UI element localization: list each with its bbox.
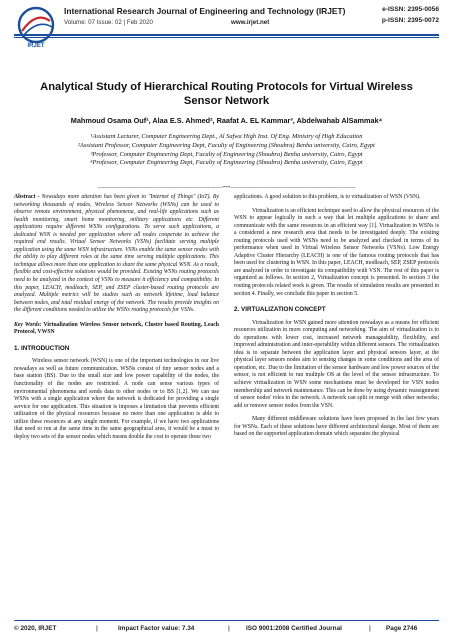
section-1-heading: 1. INTRODUCTION [14,344,70,352]
right-paragraph-1: applications. A good solution to this problem, is to virtualization of WSN (VSN). [234,194,421,200]
footer-impact-factor: Impact Factor value: 7.34 [118,625,195,632]
paper-title: Analytical Study of Hierarchical Routing Protocols for Virtual Wireless Sensor Network [40,81,413,107]
header-rule [14,34,439,36]
section-2-paragraph-1: Virtualization for WSN gained more attention nowadays as a means for efficient resources utilization in more computing and networking. The aim of virtualization is to do operations with lower cost, increased network manageability, flexibility, and improved administration and inter-operability within different sensors. The virtualization idea is to separate between the application layer and physical sensors layer, at the physical layer sensors nodes aim to sensing changes in some conditions and the area of operation, etc. Due to the limitation of the sensor hardware and low power sources of the sensor, is not efficient to run multiple OS at the level of the sensor infrastructure. To achieve virtualization in WSN some mechanisms must be developed for VSN nodes membership and network maintenance. This can be done by using dynamic reassignment of sensor nodes' roles in the network. A network can split or merge with other networks; add or remove sensor nodes from the VSN. [234,319,439,409]
section-2-paragraph-2: Many different middleware solutions have been proposed in the last few years for WSNs. Each of these solutions have different architectural design. Most of them are based on the supported application domain which separates the physical [234,416,439,438]
journal-title: International Research Journal of Engineering and Technology (IRJET) [64,6,346,16]
abstract-label: Abstract - [14,194,40,200]
affiliations [20,133,433,168]
right-paragraph-2: Virtualization is an efficient technique used to allow the physical resources of the WSN to appear logically in such a way that let multiple applications to share and communicate with the same resources in an efficient way [1]. Virtualization in WSNs is a considered a new research area that needs to be investigated deeply. The existing routing protocols used with WSNs need to be analyzed and checked in terms of its performance when used in Virtual Wireless Sensor Networks (VSNs). Low Energy Adaptive Cluster Hierarchy (LEACH) is one of the famous routing protocols that has been used for clustering in WSN. In this paper, LEACH, modleach, SEP, ZSEP protocols are analyzed in order to investigate its compatibility with VSN. The rest of this paper is organized as follows. In section 2, Virtualization concept is presented. In section 3 the routing protocols related work is given. The results of simulation results are presented in section 4. Finally, we conclude this paper in section 5. [234,207,440,297]
logo-text: IRJET [27,43,45,49]
e-issn: e-ISSN: 2395-0056 [382,6,439,13]
journal-url[interactable]: www.irjet.net [231,19,270,26]
keywords [14,322,219,337]
volume-issue: Volume: 07 Issue: 02 | Feb 2020 [64,19,153,26]
keywords-text: Virtualization Wireless Sensor network, Cluster based Routing, Leach Protocol, VWSN [14,321,219,336]
footer-page-number: Page 2746 [386,625,418,632]
paper-authors: Mahmoud Osama Ouf¹, Alaa E.S. Ahmed², Raafat A. EL Kammar³, Abdelwahab AlSammak⁴ [70,116,383,125]
left-column [14,194,219,441]
section-separator: ---------------------------------------------------------------------------***--------------------------------------------------------------------------- [97,186,356,191]
issn-block [382,6,439,28]
right-column [234,194,439,439]
footer-iso: ISO 9001:2008 Certified Journal [246,625,342,632]
keywords-label: Key Words: [14,321,42,328]
page-footer: © 2020, IRJET | Impact Factor value: 7.34 | ISO 9001:2008 Certified Journal | Page 2746 [14,620,439,625]
header-rule-thin [14,37,439,38]
irjet-logo [14,5,58,49]
section-1-paragraph: Wireless sensor network (WSN) is one of the important technologies in our live nowadays as well as future communication. WSNs consist of tiny sensor nodes and a base station (BS). Due to the small size and low power capability of the nodes, the functionality of the nodes are restricted. A node can sense various types of environmental phenomena and sends data to other nodes or to BS [1,2]. We can use WSNs with a single application where the network is dedicated for providing a single service for one application. This situation is imposes a limitation that prevents efficient utilization of the physical resources because no more than one application is able to utilize these resources at any single moment. For example, if we have two applications that need to run at the same time in the same geographical area, it would be a must to deploy two sets of the sensor nodes which means double the cost to operate these two [14,358,219,440]
affiliation-4: ⁴Professor, Computer Engineering Dept, Faculty of Engineering (Shoubra) Benha university, Cairo, Egypt [90,159,363,167]
journal-header [0,0,453,64]
footer-copyright: © 2020, IRJET [14,625,57,632]
affiliation-3: ³Professor, Computer Engineering Dept, Faculty of Engineering (Shoubra) Benha university, Cairo, Egypt [90,150,363,158]
abstract-text: Nowadays more attention has been given to "Internet of Things" (IoT). By networking thousands of nodes, Wireless Sensor Networks (WSNs) can be used to observe remote environment, physical phenomena, and real-life applications such as health monitoring, smart home monitoring, military applications etc. Different applications require different WSNs configurations. To serve such applications, a dedicated WSN is needed per application where all nodes cooperate to achieve the required end results. Virtual Sensor Networks (VSNs) facilitate serving multiple application using the same WSN infrastructure. VSNs enable the same sensor nodes with the ability to play different roles at the same time serving multiple applications. This technique allows more than one application to share the same physical WSN. As a result, flexible and cost-effective solutions would be provided. Existing WSNs routing protocols need to be analyzed in the context of VSNs to measure it efficiency and compatibility. In this paper, LEACH, modleach, SEP, and ZSEP cluster-based routing protocols are analyzed. Multiple metrics will be studies such as network lifetime, load balance between nodes, and total residual energy of the network. The results provide insights on the different conditions needed to utilize the WSNs routing protocols for VSNs. [14,194,219,314]
journal-volume-line [64,19,270,26]
section-2-heading: 2. VIRTUALIZATION CONCEPT [234,306,326,314]
affiliation-1: ¹Assistant Lecturer, Computer Engineering Dept., Al Safwa High Inst. Of Eng. Ministry of High Education [90,133,363,140]
affiliation-2: ²Assistant Professor, Computer Engineering Dept, Faculty of Engineering (Shoubra) Benha university, Cairo, Egypt [78,141,375,149]
p-issn: p-ISSN: 2395-0072 [381,17,439,24]
abstract [14,194,219,315]
